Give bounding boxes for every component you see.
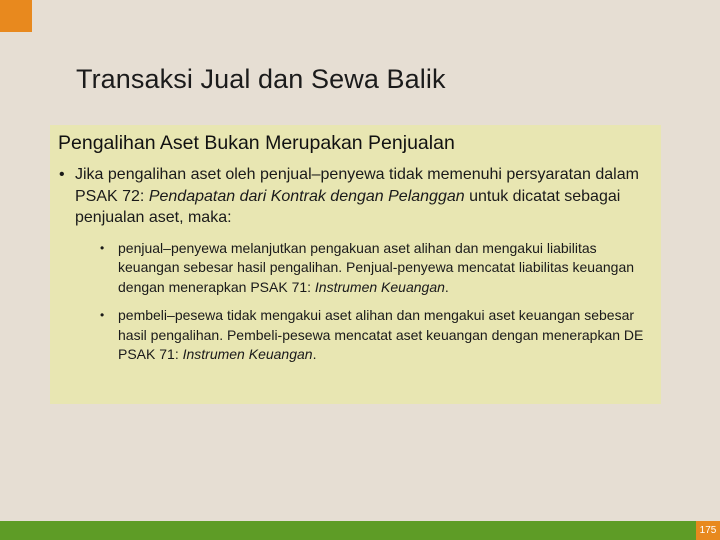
- main-bullet-italic: Pendapatan dari Kontrak dengan Pelanggan: [148, 187, 465, 205]
- main-bullet-text-end: untuk dicatat sebagai penjualan aset, maka:: [75, 187, 621, 226]
- content-box: [50, 125, 661, 404]
- page-number: 175: [696, 521, 720, 540]
- sub-bullet-italic: Instrumen Keuangan: [182, 346, 313, 362]
- main-bullet-list: [58, 164, 651, 365]
- main-bullet-item: [58, 164, 651, 365]
- footer-bar: [0, 521, 720, 540]
- bullet-icon: •: [100, 308, 105, 322]
- sub-bullet-text: pembeli–pesewa tidak mengakui aset alihan dan mengakui aset keuangan sebesar hasil pengalihan. Pembeli-pesewa mencatat aset keuangan dengan menerapkan DE PSAK 71:: [118, 307, 644, 362]
- bullet-icon: •: [59, 166, 65, 183]
- sub-bullet-text-end: .: [444, 278, 449, 295]
- sub-bullet-text: penjual–penyewa melanjutkan pengakuan aset alihan dan mengakui liabilitas keuangan sebesar hasil pengalihan. Penjual-penyewa mencatat liabilitas keuangan dengan menerapkan PSAK 71:: [118, 239, 635, 295]
- sub-bullet-item: [75, 239, 651, 298]
- slide-title: Transaksi Jual dan Sewa Balik: [76, 64, 446, 94]
- sub-bullet-italic: Instrumen Keuangan: [314, 278, 445, 295]
- sub-bullet-text-end: .: [312, 346, 317, 362]
- bullet-icon: •: [100, 240, 105, 255]
- sub-bullet-item: [75, 306, 651, 365]
- sub-bullet-list: [75, 239, 651, 365]
- corner-accent-square: [0, 0, 32, 32]
- main-bullet-text: Jika pengalihan aset oleh penjual–penyewa tidak memenuhi persyaratan dalam PSAK 72:: [75, 166, 639, 205]
- box-heading: Pengalihan Aset Bukan Merupakan Penjualan: [58, 132, 455, 154]
